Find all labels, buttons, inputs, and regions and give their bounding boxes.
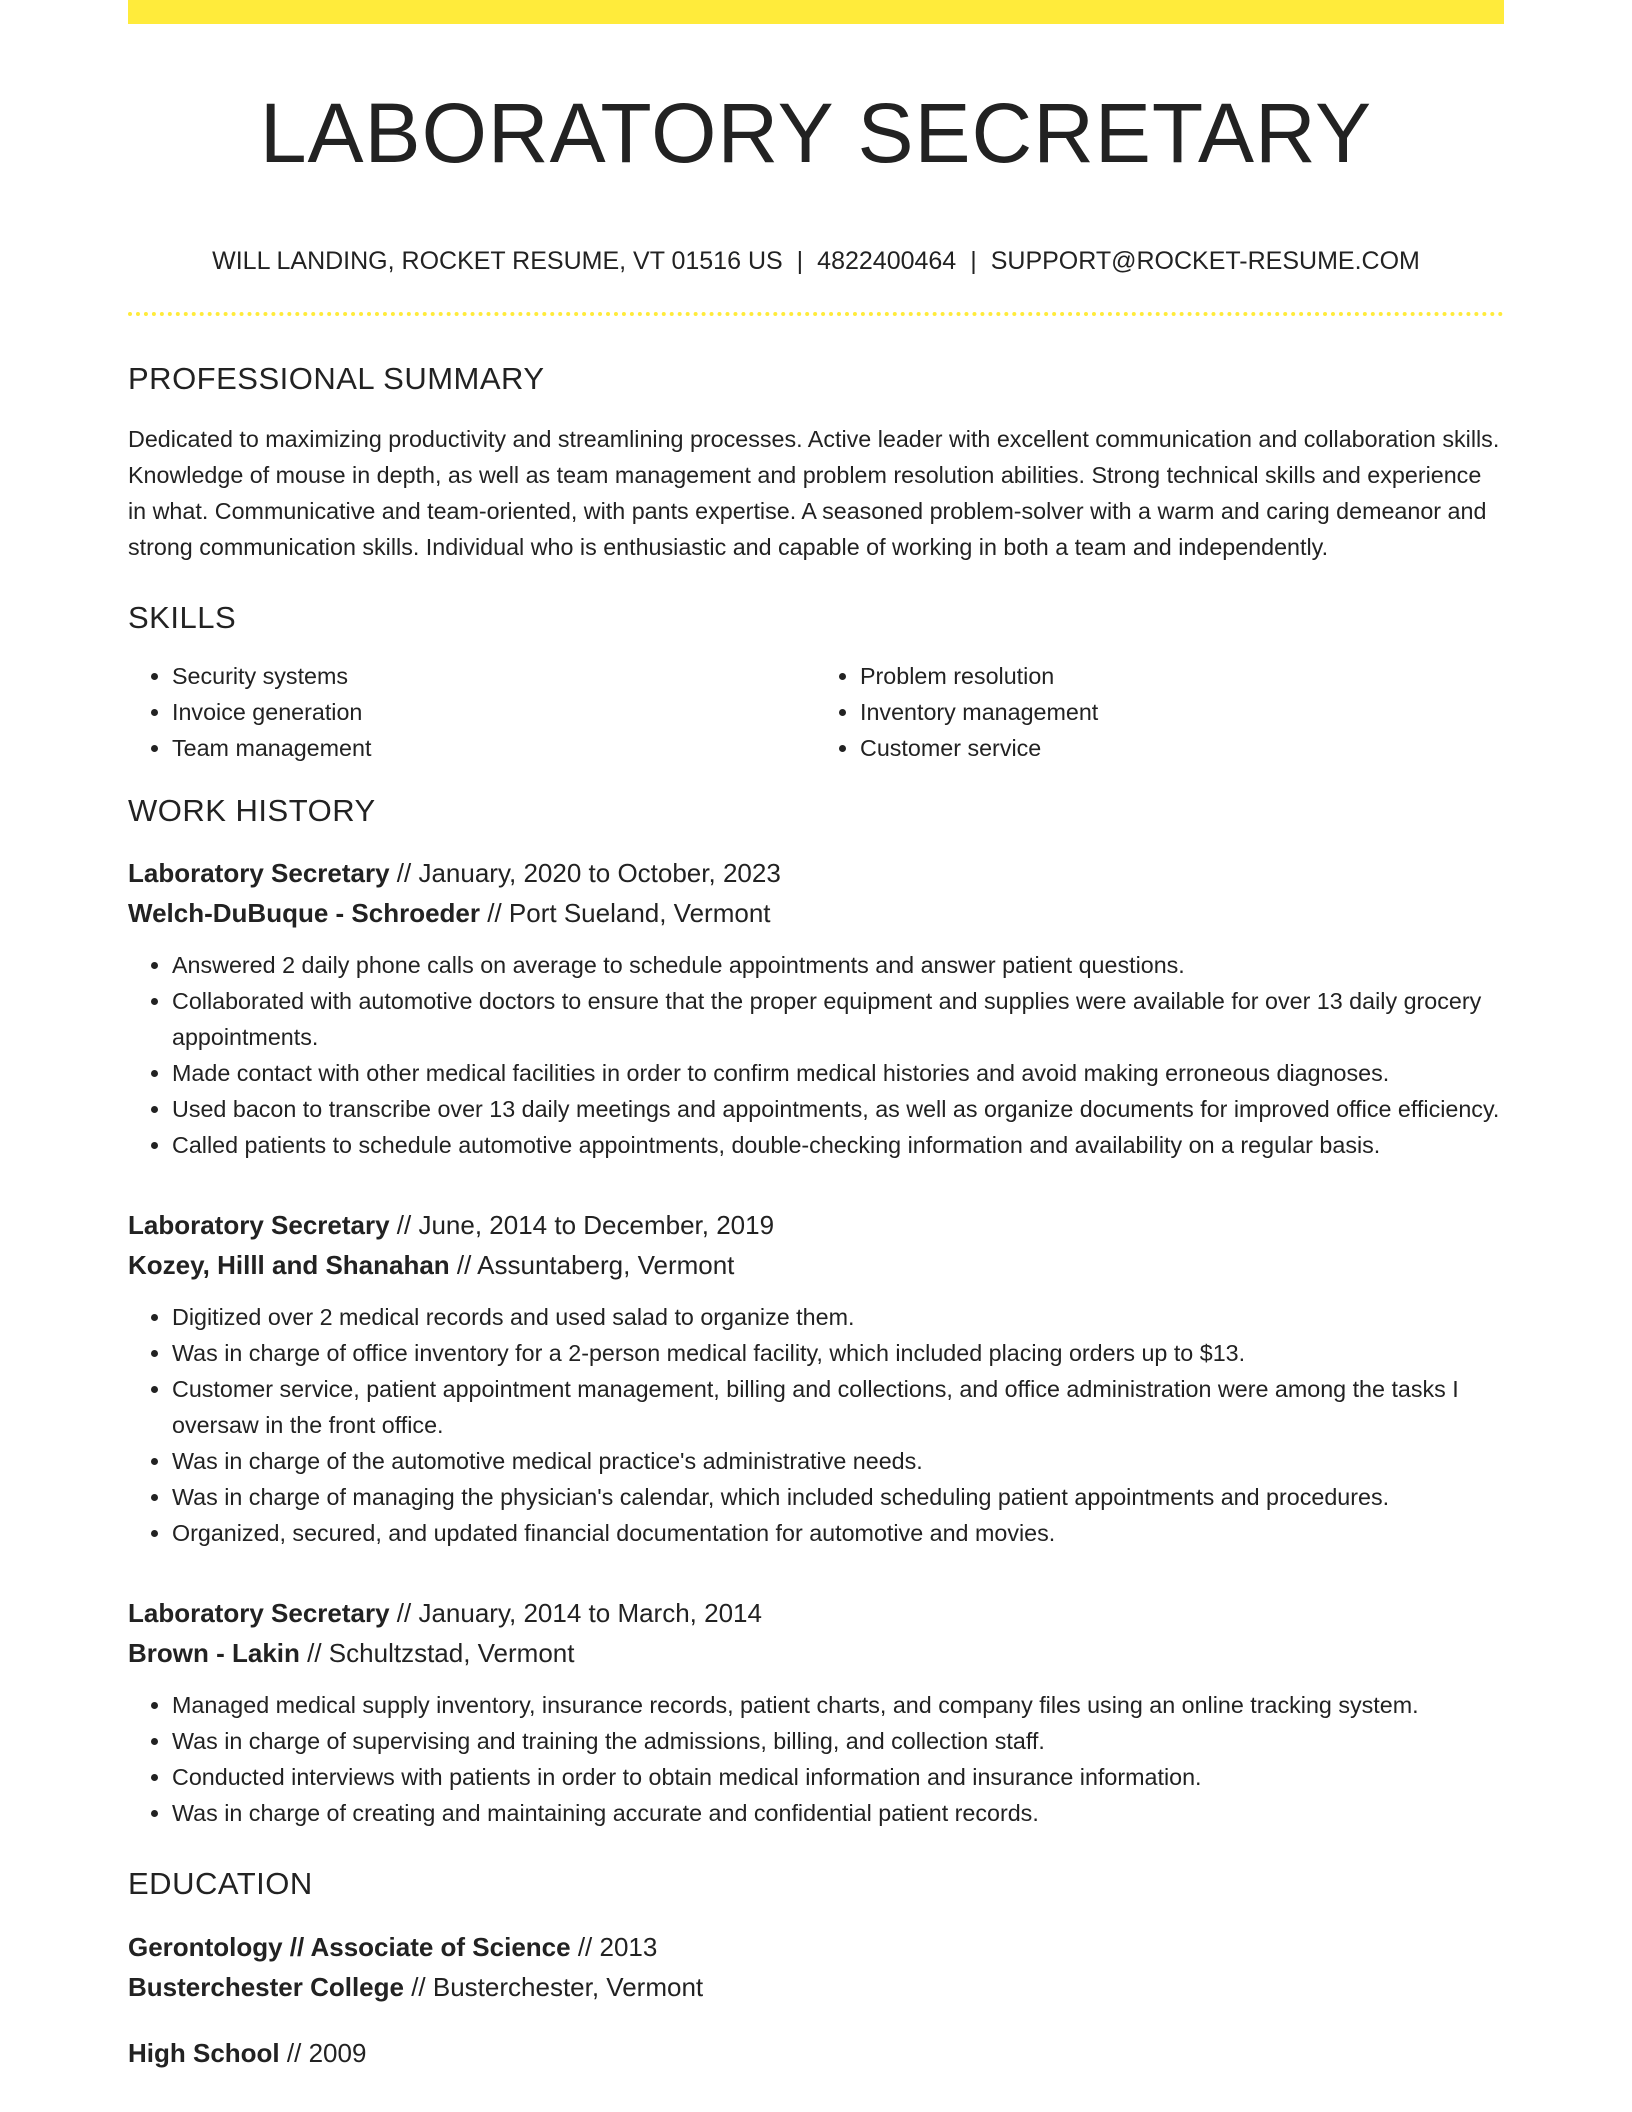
contact-address: WILL LANDING, ROCKET RESUME, VT 01516 US (212, 246, 783, 275)
job-location: // Assuntaberg, Vermont (449, 1250, 735, 1281)
job-role-line (128, 1593, 1504, 1633)
job-dates: // June, 2014 to December, 2019 (389, 1210, 775, 1241)
job-company: Kozey, Hilll and Shanahan (128, 1250, 450, 1281)
job-bullet: • Conducted interviews with patients in order to obtain medical information and insurance information. (172, 1759, 1504, 1795)
skill-item: • Security systems (172, 658, 816, 694)
job-bullets (128, 1299, 1504, 1551)
summary-text: Dedicated to maximizing productivity and streamlining processes. Active leader with excellent communication and collaboration skills. Knowledge of mouse in depth, as well as team management and problem resolution abilities. Strong technical skills and experience in what. Communicative and team-oriented, with pants expertise. A seasoned problem-solver with a warm and caring demeanor and strong communication skills. Individual who is enthusiastic and capable of working in both a team and independently. (128, 425, 1500, 560)
job-bullet: • Made contact with other medical facilities in order to confirm medical histories and avoid making erroneous diagnoses. (172, 1055, 1504, 1091)
skill-item: • Problem resolution (860, 658, 1504, 694)
contact-email: SUPPORT@ROCKET-RESUME.COM (990, 246, 1420, 275)
education-degree-line (128, 2033, 1504, 2073)
job-entry (128, 1205, 1504, 1551)
section-title-skills: SKILLS (128, 599, 237, 635)
job-role-line (128, 853, 1504, 893)
job-bullet: • Customer service, patient appointment management, billing and collections, and office administration were among the tasks I oversaw in the front office. (172, 1371, 1504, 1443)
job-location: // Port Sueland, Vermont (480, 898, 771, 929)
job-bullet: • Digitized over 2 medical records and used salad to organize them. (172, 1299, 1504, 1335)
section-title-summary: PROFESSIONAL SUMMARY (128, 360, 545, 396)
job-bullet: • Managed medical supply inventory, insurance records, patient charts, and company files using an online tracking system. (172, 1687, 1504, 1723)
job-bullet: • Collaborated with automotive doctors to ensure that the proper equipment and supplies were available for over 13 daily grocery appointments. (172, 983, 1504, 1055)
education-school: Busterchester College (128, 1971, 404, 2002)
job-company: Welch-DuBuque - Schroeder (128, 898, 481, 929)
contact-line (128, 246, 1504, 276)
job-location: // Schultzstad, Vermont (299, 1638, 575, 1669)
job-bullet: • Called patients to schedule automotive appointments, double-checking information and availability on a regular basis. (172, 1127, 1504, 1163)
section-title-education: EDUCATION (128, 1866, 313, 1902)
job-bullets (128, 947, 1504, 1163)
contact-phone: 4822400464 (817, 246, 957, 275)
job-role-line (128, 1205, 1504, 1245)
job-entry (128, 853, 1504, 1163)
education-degree: High School (128, 2037, 280, 2068)
skill-item: • Inventory management (860, 694, 1504, 730)
job-role: Laboratory Secretary (128, 1210, 390, 1241)
skill-item: • Invoice generation (172, 694, 816, 730)
job-company-line (128, 1245, 1504, 1285)
job-bullet: • Was in charge of managing the physician's calendar, which included scheduling patient appointments and procedures. (172, 1479, 1504, 1515)
job-bullets (128, 1687, 1504, 1831)
skill-item: • Customer service (860, 730, 1504, 766)
job-dates: // January, 2020 to October, 2023 (389, 858, 781, 889)
education-degree-line (128, 1927, 1504, 1967)
education-entry (128, 2033, 1504, 2073)
job-dates: // January, 2014 to March, 2014 (389, 1598, 762, 1629)
education-degree: Gerontology // Associate of Science (128, 1931, 571, 1962)
resume-page (128, 0, 1504, 2073)
contact-separator: | (970, 246, 977, 275)
skills-column-right (816, 658, 1504, 766)
education-location: // Busterchester, Vermont (403, 1971, 704, 2002)
job-bullet: • Was in charge of creating and maintaining accurate and confidential patient records. (172, 1795, 1504, 1831)
job-bullet: • Was in charge of the automotive medical practice's administrative needs. (172, 1443, 1504, 1479)
job-role: Laboratory Secretary (128, 858, 390, 889)
resume-title: LABORATORY SECRETARY (259, 86, 1373, 180)
job-role: Laboratory Secretary (128, 1598, 390, 1629)
job-company-line (128, 1633, 1504, 1673)
education-year: // 2013 (570, 1931, 658, 1962)
section-title-work-history: WORK HISTORY (128, 793, 376, 829)
job-bullet: • Organized, secured, and updated financial documentation for automotive and movies. (172, 1515, 1504, 1551)
job-bullet: • Used bacon to transcribe over 13 daily meetings and appointments, as well as organize documents for improved office efficiency. (172, 1091, 1504, 1127)
job-company: Brown - Lakin (128, 1638, 300, 1669)
education-year: // 2009 (279, 2037, 367, 2068)
education-entry (128, 1927, 1504, 2007)
job-bullet: • Was in charge of office inventory for a 2-person medical facility, which included placing orders up to $13. (172, 1335, 1504, 1371)
job-bullet: • Answered 2 daily phone calls on average to schedule appointments and answer patient questions. (172, 947, 1504, 983)
skills-list (128, 658, 1504, 766)
job-entry (128, 1593, 1504, 1831)
contact-separator: | (796, 246, 804, 275)
dotted-divider (128, 312, 1504, 316)
top-accent-bar (128, 0, 1504, 24)
job-bullet: • Was in charge of supervising and training the admissions, billing, and collection staff. (172, 1723, 1504, 1759)
skills-column-left (128, 658, 816, 766)
education-school-line (128, 1967, 1504, 2007)
job-company-line (128, 893, 1504, 933)
skill-item: • Team management (172, 730, 816, 766)
